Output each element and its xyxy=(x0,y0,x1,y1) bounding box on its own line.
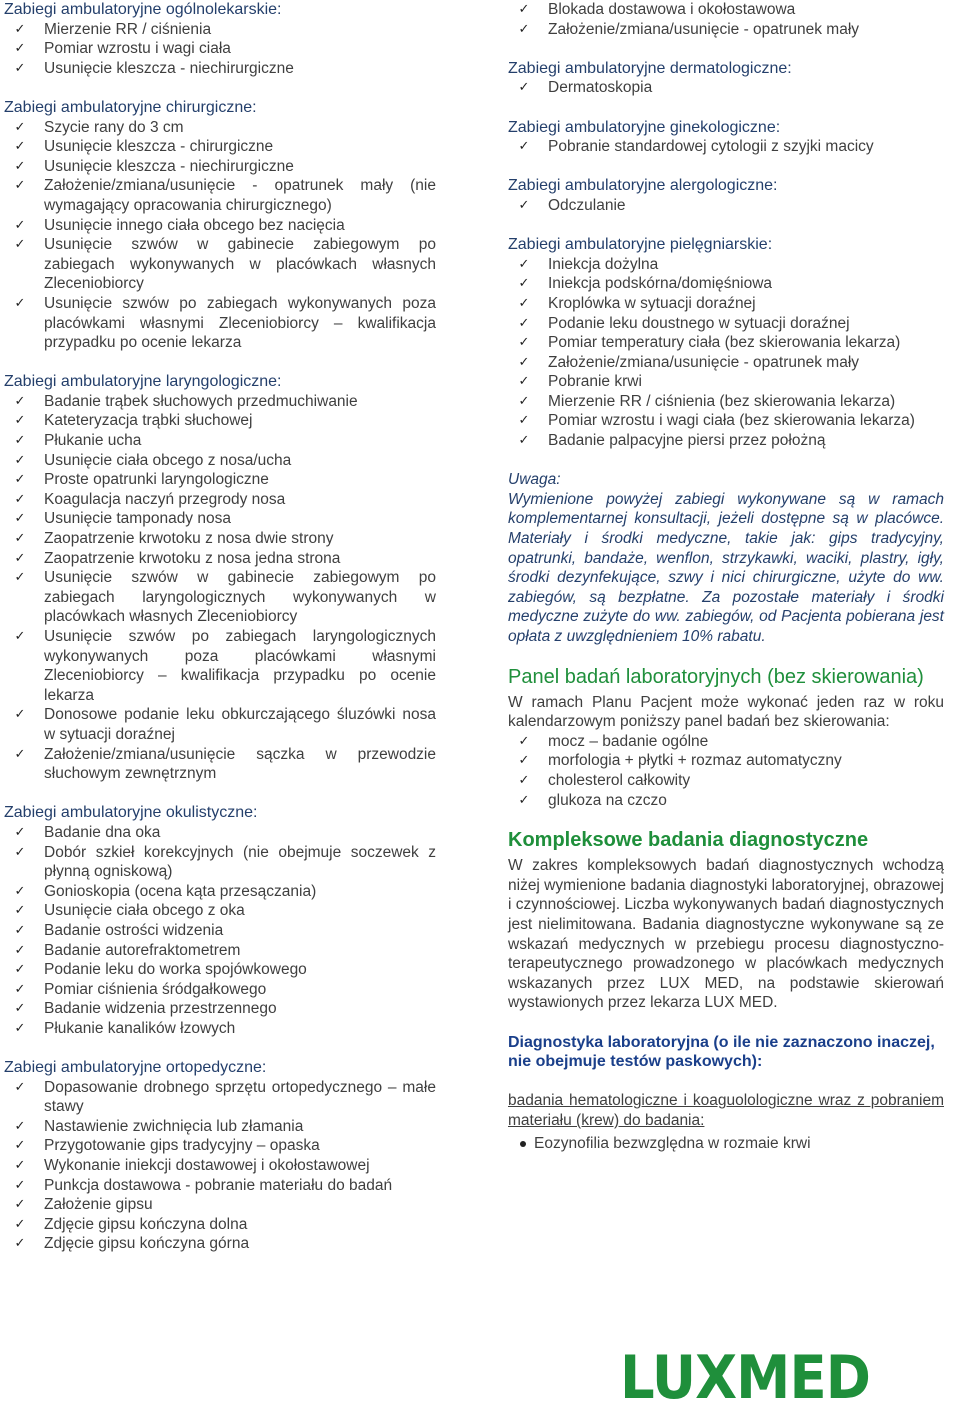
list-item: ✓ Nastawienie zwichnięcia lub złamania xyxy=(14,1117,304,1135)
check-icon: ✓ xyxy=(518,335,530,351)
list-item: ✓ Usunięcie ciała obcego z oka xyxy=(14,902,245,920)
list-item: ✓ Proste opatrunki laryngologiczne xyxy=(14,471,269,489)
list-item: ✓ Badanie widzenia przestrzennego xyxy=(14,1000,277,1018)
list-item: ✓ Usunięcie kleszcza - chirurgiczne xyxy=(14,138,274,156)
check-icon: ✓ xyxy=(14,962,26,978)
list-item: ✓ Donosowe podanie leku obkurczającego śluzówki nosa w sytuacji doraźnej xyxy=(14,706,436,743)
list-item: ✓ Płukanie ucha xyxy=(14,432,142,450)
check-list xyxy=(508,0,944,39)
check-icon: ✓ xyxy=(14,119,26,135)
check-icon: ✓ xyxy=(14,178,26,194)
list-item: ✓ Iniekcja dożylna xyxy=(518,255,659,273)
list-item: ✓ glukoza na czczo xyxy=(518,791,667,809)
check-icon: ✓ xyxy=(14,1020,26,1036)
list-item: ✓ Założenie/zmiana/usunięcie - opatrunek mały xyxy=(518,20,860,38)
list-item: ✓ cholesterol całkowity xyxy=(518,771,691,789)
check-icon: ✓ xyxy=(14,1177,26,1193)
check-list xyxy=(4,20,436,79)
list-item: ✓ Pobranie standardowej cytologii z szyjki macicy xyxy=(518,138,874,156)
check-icon: ✓ xyxy=(518,753,530,769)
check-icon: ✓ xyxy=(14,1158,26,1174)
list-item: ✓ Podanie leku do worka spojówkowego xyxy=(14,961,307,979)
check-icon: ✓ xyxy=(518,433,530,449)
check-icon: ✓ xyxy=(14,452,26,468)
check-icon: ✓ xyxy=(518,413,530,429)
section-heading: Zabiegi ambulatoryjne pielęgniarskie: xyxy=(508,236,773,254)
list-item: ✓ mocz – badanie ogólne xyxy=(518,732,709,750)
list-item: ✓ Zdjęcie gipsu kończyna dolna xyxy=(14,1215,248,1233)
check-icon: ✓ xyxy=(14,1118,26,1134)
list-item: ✓ Usunięcie tamponady nosa xyxy=(14,510,231,528)
check-icon: ✓ xyxy=(14,158,26,174)
lab-diag-title: Diagnostyka laboratoryjna (o ile nie zaznaczono inaczej, nie obejmuje testów paskowych): xyxy=(508,1033,935,1071)
list-item: ✓ Badanie dna oka xyxy=(14,823,161,841)
section-heading: Zabiegi ambulatoryjne laryngologiczne: xyxy=(4,373,282,391)
list-item: ✓ Pomiar ciśnienia śródgałkowego xyxy=(14,980,267,998)
section-heading: Zabiegi ambulatoryjne chirurgiczne: xyxy=(4,98,257,116)
bullet-icon xyxy=(520,1141,526,1147)
check-icon: ✓ xyxy=(518,374,530,390)
bullet-list xyxy=(508,1134,944,1154)
check-icon: ✓ xyxy=(14,139,26,155)
check-icon: ✓ xyxy=(14,1197,26,1213)
list-item: ✓ Płukanie kanalików łzowych xyxy=(14,1019,236,1037)
section-heading: Zabiegi ambulatoryjne ogólnolekarskie: xyxy=(4,1,282,18)
check-icon: ✓ xyxy=(14,60,26,76)
list-item: ✓ Wykonanie iniekcji dostawowej i okołostawowej xyxy=(14,1157,370,1175)
list-item: ✓ Założenie/zmiana/usunięcie - opatrunek mały xyxy=(518,353,860,371)
check-icon: ✓ xyxy=(14,1216,26,1232)
check-icon: ✓ xyxy=(14,707,26,723)
check-icon: ✓ xyxy=(518,139,530,155)
check-icon: ✓ xyxy=(14,570,26,586)
note-title: Uwaga: xyxy=(508,471,561,489)
check-list xyxy=(4,118,436,353)
list-item: ✓ Odczulanie xyxy=(518,196,626,214)
check-icon: ✓ xyxy=(518,256,530,272)
check-list xyxy=(4,823,436,1039)
section-heading: Zabiegi ambulatoryjne ortopedyczne: xyxy=(4,1059,267,1077)
logo-graphic xyxy=(620,1328,872,1406)
list-item: ✓ Zaopatrzenie krwotoku z nosa jedna strona xyxy=(14,549,341,567)
check-icon: ✓ xyxy=(14,550,26,566)
list-item: ✓ Gonioskopia (ocena kąta przesączania) xyxy=(14,882,317,900)
check-icon: ✓ xyxy=(14,433,26,449)
check-icon: ✓ xyxy=(14,21,26,37)
list-item: ✓ Podanie leku doustnego w sytuacji doraźnej xyxy=(518,314,850,332)
list-item: ✓ Koagulacja naczyń przegrody nosa xyxy=(14,490,286,508)
check-icon: ✓ xyxy=(14,531,26,547)
list-item: ✓ Pobranie krwi xyxy=(518,373,642,391)
list-item: ✓ morfologia + płytki + rozmaz automatyczny xyxy=(518,752,842,770)
list-item: ✓ Punkcja dostawowa - pobranie materiału do badań xyxy=(14,1176,393,1194)
list-item: ✓ Badanie autorefraktometrem xyxy=(14,941,241,959)
check-icon: ✓ xyxy=(14,942,26,958)
lab-panel-intro: W ramach Planu Pacjent może wykonać jeden raz w roku kalendarzowym poniższy panel badań bez skierowania: xyxy=(508,693,944,731)
list-item: ✓ Iniekcja podskórna/domięśniowa xyxy=(518,275,773,293)
list-item: ✓ Pomiar temperatury ciała (bez skierowania lekarza) xyxy=(518,334,901,352)
list-item: ✓ Usunięcie innego ciała obcego bez nacięcia xyxy=(14,216,345,234)
list-item: ✓ Mierzenie RR / ciśnienia xyxy=(14,20,212,38)
list-item: ✓ Dobór szkieł korekcyjnych (nie obejmuje soczewek z płynną ogniskową) xyxy=(14,843,436,881)
list-item: ✓ Kateteryzacja trąbki słuchowej xyxy=(14,412,253,430)
check-icon: ✓ xyxy=(14,472,26,488)
list-item: ✓ Dermatoskopia xyxy=(518,79,653,97)
list-item: ✓ Przygotowanie gips tradycyjny – opaska xyxy=(14,1137,320,1155)
list-item: ✓ Usunięcie szwów w gabinecie zabiegowym po zabiegach wykonywanych w placówkach własnych Zleceniobiorcy xyxy=(14,236,436,293)
list-item: ✓ Kroplówka w sytuacji doraźnej xyxy=(518,294,756,312)
note-text: Wymienione powyżej zabiegi wykonywane są w ramach komplementarnej konsultacji, jeżeli dostępne są w placówce. Materiały i środki medyczne, takie jak: gips tradycyjny, opatrunki, bandaże, wenflon, strzykawki, waciki, plastry, igły, środki dezynfekujące, szwy i nici chirurgiczne, użyte do ww. zabiegów, są bezpłatne. Za pozostałe materiały i środki medyczne zużyte do ww. zabiegów, od Pacjenta pobierana jest opłata z uwzględnieniem 10% rabatu. xyxy=(508,490,944,645)
section-heading: Zabiegi ambulatoryjne dermatologiczne: xyxy=(508,59,792,77)
list-item: ✓ Usunięcie ciała obcego z nosa/ucha xyxy=(14,451,292,469)
list-item: ✓ Badanie trąbek słuchowych przedmuchiwanie xyxy=(14,392,358,410)
check-icon: ✓ xyxy=(14,511,26,527)
list-item: ✓ Badanie ostrości widzenia xyxy=(14,921,224,939)
check-icon: ✓ xyxy=(14,217,26,233)
check-icon: ✓ xyxy=(14,1236,26,1252)
left-column xyxy=(4,0,436,1254)
list-item: ✓ Założenie/zmiana/usunięcie - opatrunek mały (nie wymagający opracowania chirurgicznego) xyxy=(14,177,436,214)
check-icon: ✓ xyxy=(14,922,26,938)
list-item: ✓ Badanie palpacyjne piersi przez położną xyxy=(518,432,826,450)
list-item: ✓ Szycie rany do 3 cm xyxy=(14,118,184,136)
check-icon: ✓ xyxy=(14,237,26,253)
check-list xyxy=(4,392,436,784)
check-icon: ✓ xyxy=(14,41,26,57)
list-item: ✓ Założenie/zmiana/usunięcie sączka w przewodzie słuchowym zewnętrznym xyxy=(14,745,436,783)
check-icon: ✓ xyxy=(518,2,530,17)
logo-text: LUXMED xyxy=(620,1343,870,1406)
check-icon: ✓ xyxy=(14,844,26,860)
check-icon: ✓ xyxy=(14,629,26,644)
check-icon: ✓ xyxy=(14,883,26,899)
list-item: ✓ Mierzenie RR / ciśnienia (bez skierowania lekarza) xyxy=(518,392,896,410)
diagnostics-title: Kompleksowe badania diagnostyczne xyxy=(508,829,869,852)
check-icon: ✓ xyxy=(14,746,26,762)
lab-diag-subheading: badania hematologiczne i koaguolologiczne wraz z pobraniem materiału (krew) do badania: xyxy=(508,1092,944,1129)
check-icon: ✓ xyxy=(518,315,530,331)
list-item: ✓ Pomiar wzrostu i wagi ciała xyxy=(14,40,231,58)
check-icon: ✓ xyxy=(518,197,530,213)
list-item: ✓ Usunięcie szwów po zabiegach wykonywanych poza placówkami własnymi Zleceniobiorcy – kwalifikacja przypadku po ocenie lekarza xyxy=(14,294,436,352)
list-item: ✓ Pomiar wzrostu i wagi ciała (bez skierowania lekarza) xyxy=(518,412,915,430)
section-heading: Zabiegi ambulatoryjne ginekologiczne: xyxy=(508,118,781,136)
check-icon: ✓ xyxy=(14,903,26,919)
check-list xyxy=(508,196,944,216)
check-icon: ✓ xyxy=(14,1138,26,1154)
check-icon: ✓ xyxy=(518,393,530,409)
check-list xyxy=(508,732,944,810)
check-list xyxy=(508,137,944,157)
list-item: ✓ Blokada dostawowa i okołostawowa xyxy=(518,1,796,18)
list-item: ✓ Usunięcie kleszcza - niechirurgiczne xyxy=(14,59,294,77)
list-item: ✓ Dopasowanie drobnego sprzętu ortopedycznego – małe stawy xyxy=(14,1078,436,1116)
check-icon: ✓ xyxy=(518,792,530,808)
check-list xyxy=(508,78,944,98)
check-list xyxy=(508,255,944,451)
check-icon: ✓ xyxy=(518,772,530,788)
section-heading: Zabiegi ambulatoryjne alergologiczne: xyxy=(508,177,778,195)
section-heading: Zabiegi ambulatoryjne okulistyczne: xyxy=(4,804,258,822)
check-icon: ✓ xyxy=(14,1079,26,1095)
check-icon: ✓ xyxy=(14,981,26,997)
check-icon: ✓ xyxy=(518,295,530,311)
check-icon: ✓ xyxy=(14,1001,26,1017)
check-icon: ✓ xyxy=(518,21,530,37)
check-icon: ✓ xyxy=(14,393,26,409)
right-column xyxy=(508,0,944,1154)
list-item: Eozynofilia bezwzględna w rozmaie krwi xyxy=(508,1134,944,1154)
list-item: ✓ Założenie gipsu xyxy=(14,1196,153,1214)
check-icon: ✓ xyxy=(14,491,26,507)
lab-panel-title: Panel badań laboratoryjnych (bez skierowania) xyxy=(508,665,924,688)
check-icon: ✓ xyxy=(518,276,530,292)
check-icon: ✓ xyxy=(14,295,26,311)
check-icon: ✓ xyxy=(518,80,530,96)
list-item: ✓ Usunięcie szwów po zabiegach laryngologicznych wykonywanych poza placówkami własnymi Zleceniobiorcy – kwalifikacja przypadku po ocenie lekarza xyxy=(14,628,436,704)
check-icon: ✓ xyxy=(14,413,26,429)
check-icon: ✓ xyxy=(518,733,530,749)
list-item: ✓ Usunięcie kleszcza - niechirurgiczne xyxy=(14,157,294,175)
check-list xyxy=(4,1078,436,1254)
list-item: ✓ Zaopatrzenie krwotoku z nosa dwie strony xyxy=(14,530,334,548)
list-item: ✓ Zdjęcie gipsu kończyna górna xyxy=(14,1235,250,1253)
check-icon: ✓ xyxy=(518,354,530,370)
list-item: ✓ Usunięcie szwów w gabinecie zabiegowym po zabiegach laryngologicznych wykonywanych w placówkach własnych Zleceniobiorcy xyxy=(14,569,436,626)
luxmed-logo xyxy=(620,1328,872,1406)
diagnostics-text: W zakres kompleksowych badań diagnostycznych wchodzą niżej wymienione badania diagnostyki laboratoryjnej, obrazowej i czynnościowej. Liczba wykonywanych badań diagnostycznych jest nielimitowana. Badania diagnostyczne wykonywane są ze wskazań medycznych w przebiegu procesu diagnostyczno-terapeutycznego prowadzonego w placówkach medycznych wskazanych przez LUX MED, na podstawie skierowań wystawionych przez lekarza LUX MED. xyxy=(508,857,944,1012)
check-icon: ✓ xyxy=(14,824,26,840)
